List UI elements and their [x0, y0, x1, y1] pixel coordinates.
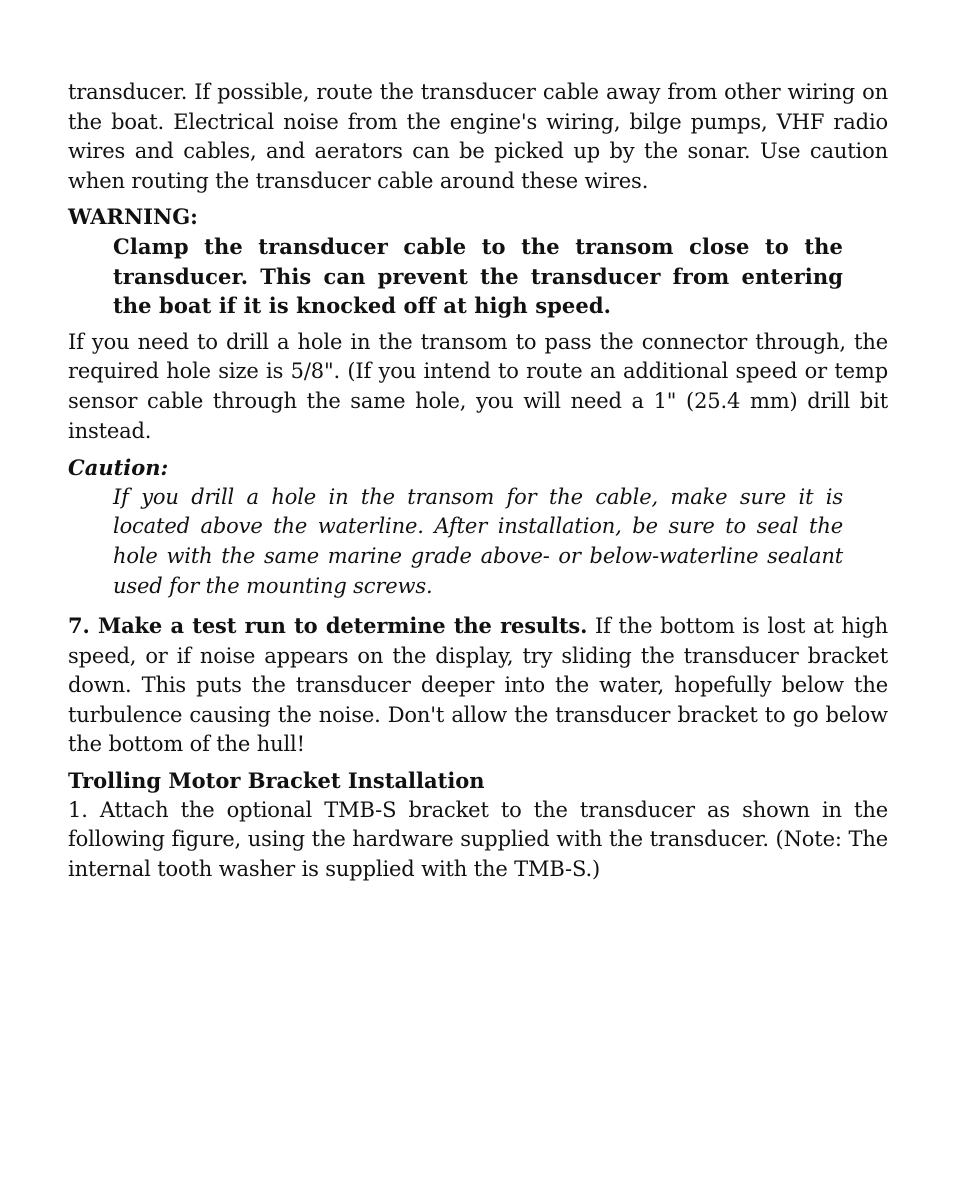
warning-text: Clamp the transducer cable to the transom close to the transducer. This can prevent the transducer from entering the boat if it is knocked off at high speed.: [113, 233, 843, 319]
document-page: [68, 78, 888, 884]
intro-paragraph: transducer. If possible, route the transducer cable away from other wiring on the boat. Electrical noise from the engine's wiring, bilge pumps, VHF radio wires and cables, and aerators can be picked up by the sonar. Use caution when routing the transducer cable around these wires.: [68, 80, 888, 193]
trolling-heading: Trolling Motor Bracket Installation: [68, 768, 485, 794]
caution-text: If you drill a hole in the transom for the cable, make sure it is located above the waterline. After installation, be sure to seal the hole with the same marine grade above- or below-waterline sealant used for the mounting screws.: [113, 484, 843, 598]
step-7-paragraph: [68, 611, 888, 760]
step-7-lead: 7. Make a test run to determine the results.: [68, 613, 588, 639]
drill-paragraph: If you need to drill a hole in the transom to pass the connector through, the required hole size is 5/8". (If you intend to route an additional speed or temp sensor cable through the same hole, you will need a 1" (25.4 mm) drill bit instead.: [68, 329, 888, 443]
trolling-step-1: 1. Attach the optional TMB-S bracket to the transducer as shown in the following figure, using the hardware supplied with the transducer. (Note: The internal tooth washer is supplied with the TMB-S.): [68, 797, 888, 881]
warning-heading: WARNING:: [68, 204, 198, 230]
caution-heading: Caution:: [68, 455, 169, 481]
spacer: [68, 601, 888, 611]
spacer: [68, 446, 888, 453]
spacer: [68, 321, 888, 328]
step-7-text: If the bottom is lost at high speed, or if noise appears on the display, try sliding the transducer bracket down. This puts the transducer deeper into the water, hopefully below the turbulence causing the noise. Don't allow the transducer bracket to go below the bottom of the hull!: [68, 614, 888, 757]
